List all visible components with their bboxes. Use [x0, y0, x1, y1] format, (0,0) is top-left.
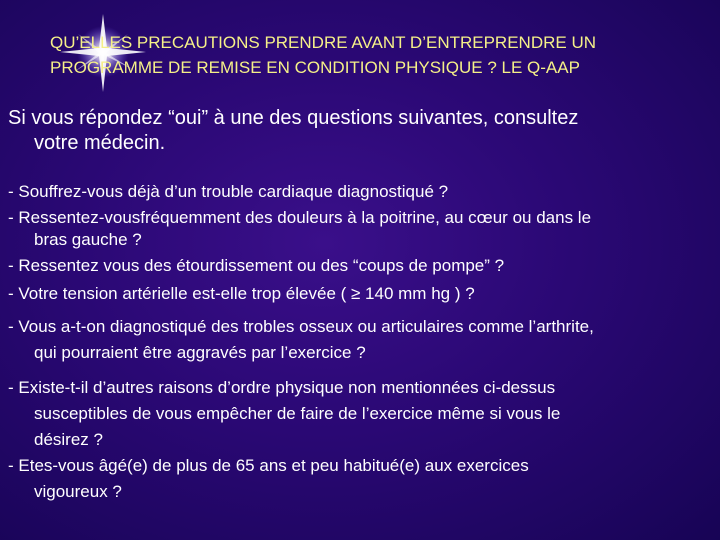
- question-line: qui pourraient être aggravés par l’exercice ?: [34, 343, 366, 362]
- title-line-1: QU’ELLES PRECAUTIONS PRENDRE AVANT D’ENTREPRENDRE UN: [50, 33, 596, 52]
- question-line: vigoureux ?: [34, 482, 122, 501]
- question-item: [8, 255, 713, 277]
- question-item: [8, 375, 713, 453]
- question-line: - Souffrez-vous déjà d’un trouble cardiaque diagnostiqué ?: [8, 182, 449, 201]
- question-item: [8, 181, 713, 203]
- question-line: - Existe-t-il d’autres raisons d’ordre physique non mentionnées ci-dessus: [8, 378, 556, 397]
- question-line: - Votre tension artérielle est-elle trop élevée ( ≥ 140 mm hg ) ?: [8, 284, 475, 303]
- question-line: bras gauche ?: [34, 230, 142, 249]
- question-item: [8, 283, 713, 305]
- question-line: susceptibles de vous empêcher de faire de l’exercice même si vous le: [34, 404, 561, 423]
- intro-line-1: Si vous répondez “oui” à une des questions suivantes, consultez: [8, 107, 579, 129]
- question-item: [8, 207, 713, 251]
- question-line: - Vous a-t-on diagnostiqué des trobles osseux ou articulaires comme l’arthrite,: [8, 317, 594, 336]
- question-list: [8, 181, 713, 505]
- question-line: désirez ?: [34, 430, 103, 449]
- question-line: - Ressentez-vousfréquemment des douleurs à la poitrine, au cœur ou dans le: [8, 208, 592, 227]
- intro-line-2: votre médecin.: [34, 132, 166, 154]
- question-item: [8, 314, 713, 366]
- title-line-2: PROGRAMME DE REMISE EN CONDITION PHYSIQUE ? LE Q-AAP: [50, 58, 580, 77]
- question-line: - Etes-vous âgé(e) de plus de 65 ans et peu habitué(e) aux exercices: [8, 456, 529, 475]
- question-item: [8, 453, 713, 505]
- slide-title: [50, 30, 710, 80]
- question-line: - Ressentez vous des étourdissement ou des “coups de pompe” ?: [8, 256, 505, 275]
- intro-text: [8, 106, 708, 156]
